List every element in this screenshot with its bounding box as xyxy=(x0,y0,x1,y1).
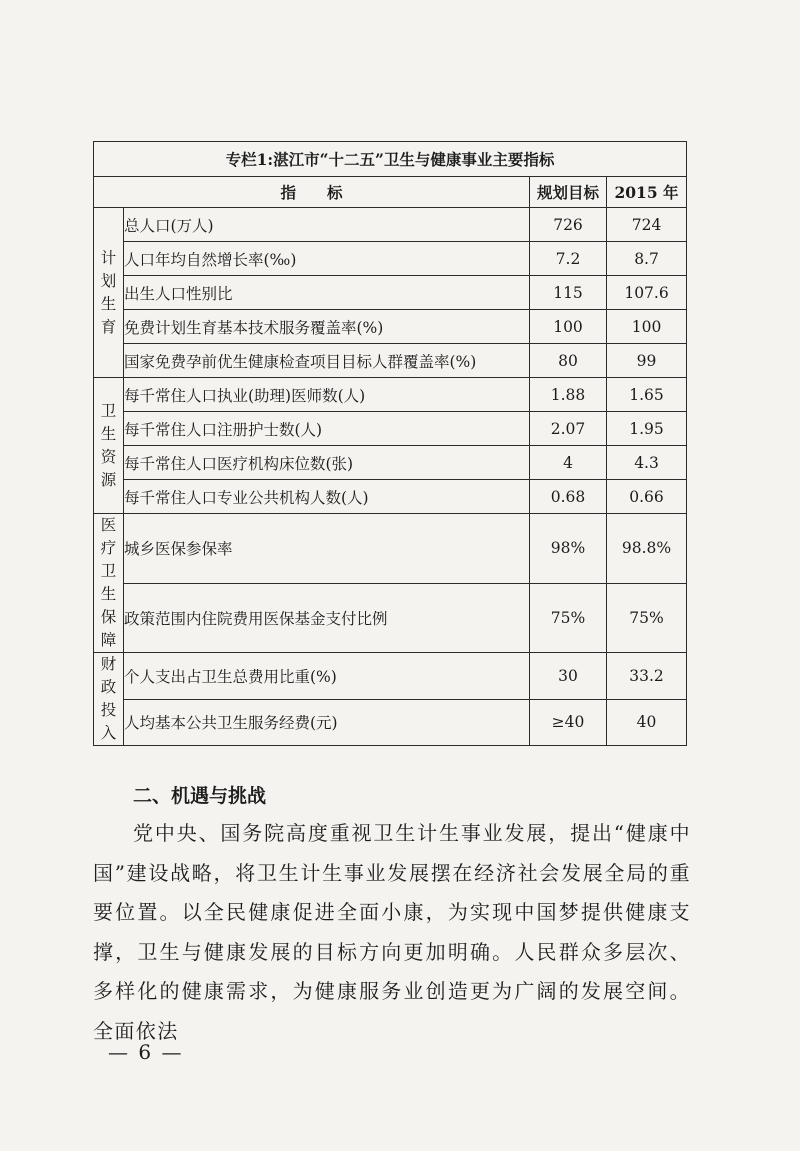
actual-value: 724 xyxy=(607,208,687,242)
table-row xyxy=(94,699,687,746)
target-value: 98% xyxy=(530,514,607,584)
actual-value: 0.66 xyxy=(607,480,687,514)
indicator-name: 城乡医保参保率 xyxy=(124,514,530,584)
actual-value: 1.65 xyxy=(607,378,687,412)
body-paragraph: 党中央、国务院高度重视卫生计生事业发展，提出“健康中国”建设战略，将卫生计生事业发展摆在经济社会发展全局的重要位置。以全民健康促进全面小康，为实现中国梦提供健康支撑，卫生与健康发展的目标方向更加明确。人民群众多层次、多样化的健康需求，为健康服务业创造更为广阔的发展空间。全面依法 xyxy=(93,821,691,1043)
table-row xyxy=(94,412,687,446)
indicator-name: 人均基本公共卫生服务经费(元) xyxy=(124,699,530,746)
actual-value: 33.2 xyxy=(607,653,687,700)
table-row xyxy=(94,378,687,412)
target-value: 75% xyxy=(530,583,607,653)
indicator-name: 政策范围内住院费用医保基金支付比例 xyxy=(124,583,530,653)
target-value: 7.2 xyxy=(530,242,607,276)
table-row xyxy=(94,653,687,700)
header-target: 规划目标 xyxy=(530,177,607,208)
table-row xyxy=(94,583,687,653)
target-value: 726 xyxy=(530,208,607,242)
group-label: 财政投入 xyxy=(94,653,124,746)
table-row xyxy=(94,276,687,310)
table-row xyxy=(94,446,687,480)
table-title: 专栏1:湛江市“十二五”卫生与健康事业主要指标 xyxy=(94,142,687,177)
indicator-name: 每千常住人口执业(助理)医师数(人) xyxy=(124,378,530,412)
indicator-name: 个人支出占卫生总费用比重(%) xyxy=(124,653,530,700)
group-label: 医疗卫生保障 xyxy=(94,514,124,653)
table-row xyxy=(94,242,687,276)
actual-value: 75% xyxy=(607,583,687,653)
indicator-name: 出生人口性别比 xyxy=(124,276,530,310)
target-value: ≥40 xyxy=(530,699,607,746)
target-value: 2.07 xyxy=(530,412,607,446)
section-heading: 二、机遇与挑战 xyxy=(133,785,267,807)
table-row xyxy=(94,480,687,514)
actual-value: 40 xyxy=(607,699,687,746)
header-year: 2015 年 xyxy=(607,177,687,208)
header-indicator: 指 标 xyxy=(94,177,530,208)
table-row xyxy=(94,514,687,584)
actual-value: 107.6 xyxy=(607,276,687,310)
indicator-name: 总人口(万人) xyxy=(124,208,530,242)
actual-value: 1.95 xyxy=(607,412,687,446)
indicator-table xyxy=(93,141,687,746)
target-value: 30 xyxy=(530,653,607,700)
target-value: 80 xyxy=(530,344,607,378)
group-label: 卫生资源 xyxy=(94,378,124,514)
target-value: 1.88 xyxy=(530,378,607,412)
indicator-name: 国家免费孕前优生健康检查项目目标人群覆盖率(%) xyxy=(124,344,530,378)
table-row xyxy=(94,344,687,378)
indicator-name: 每千常住人口专业公共机构人数(人) xyxy=(124,480,530,514)
page-number: — 6 — xyxy=(108,1040,184,1064)
target-value: 4 xyxy=(530,446,607,480)
target-value: 115 xyxy=(530,276,607,310)
actual-value: 4.3 xyxy=(607,446,687,480)
table-row xyxy=(94,310,687,344)
indicator-name: 每千常住人口注册护士数(人) xyxy=(124,412,530,446)
indicator-name: 每千常住人口医疗机构床位数(张) xyxy=(124,446,530,480)
actual-value: 100 xyxy=(607,310,687,344)
group-label: 计划生育 xyxy=(94,208,124,378)
actual-value: 99 xyxy=(607,344,687,378)
actual-value: 98.8% xyxy=(607,514,687,584)
actual-value: 8.7 xyxy=(607,242,687,276)
table-row xyxy=(94,208,687,242)
indicator-name: 人口年均自然增长率(‰) xyxy=(124,242,530,276)
indicator-name: 免费计划生育基本技术服务覆盖率(%) xyxy=(124,310,530,344)
target-value: 0.68 xyxy=(530,480,607,514)
target-value: 100 xyxy=(530,310,607,344)
